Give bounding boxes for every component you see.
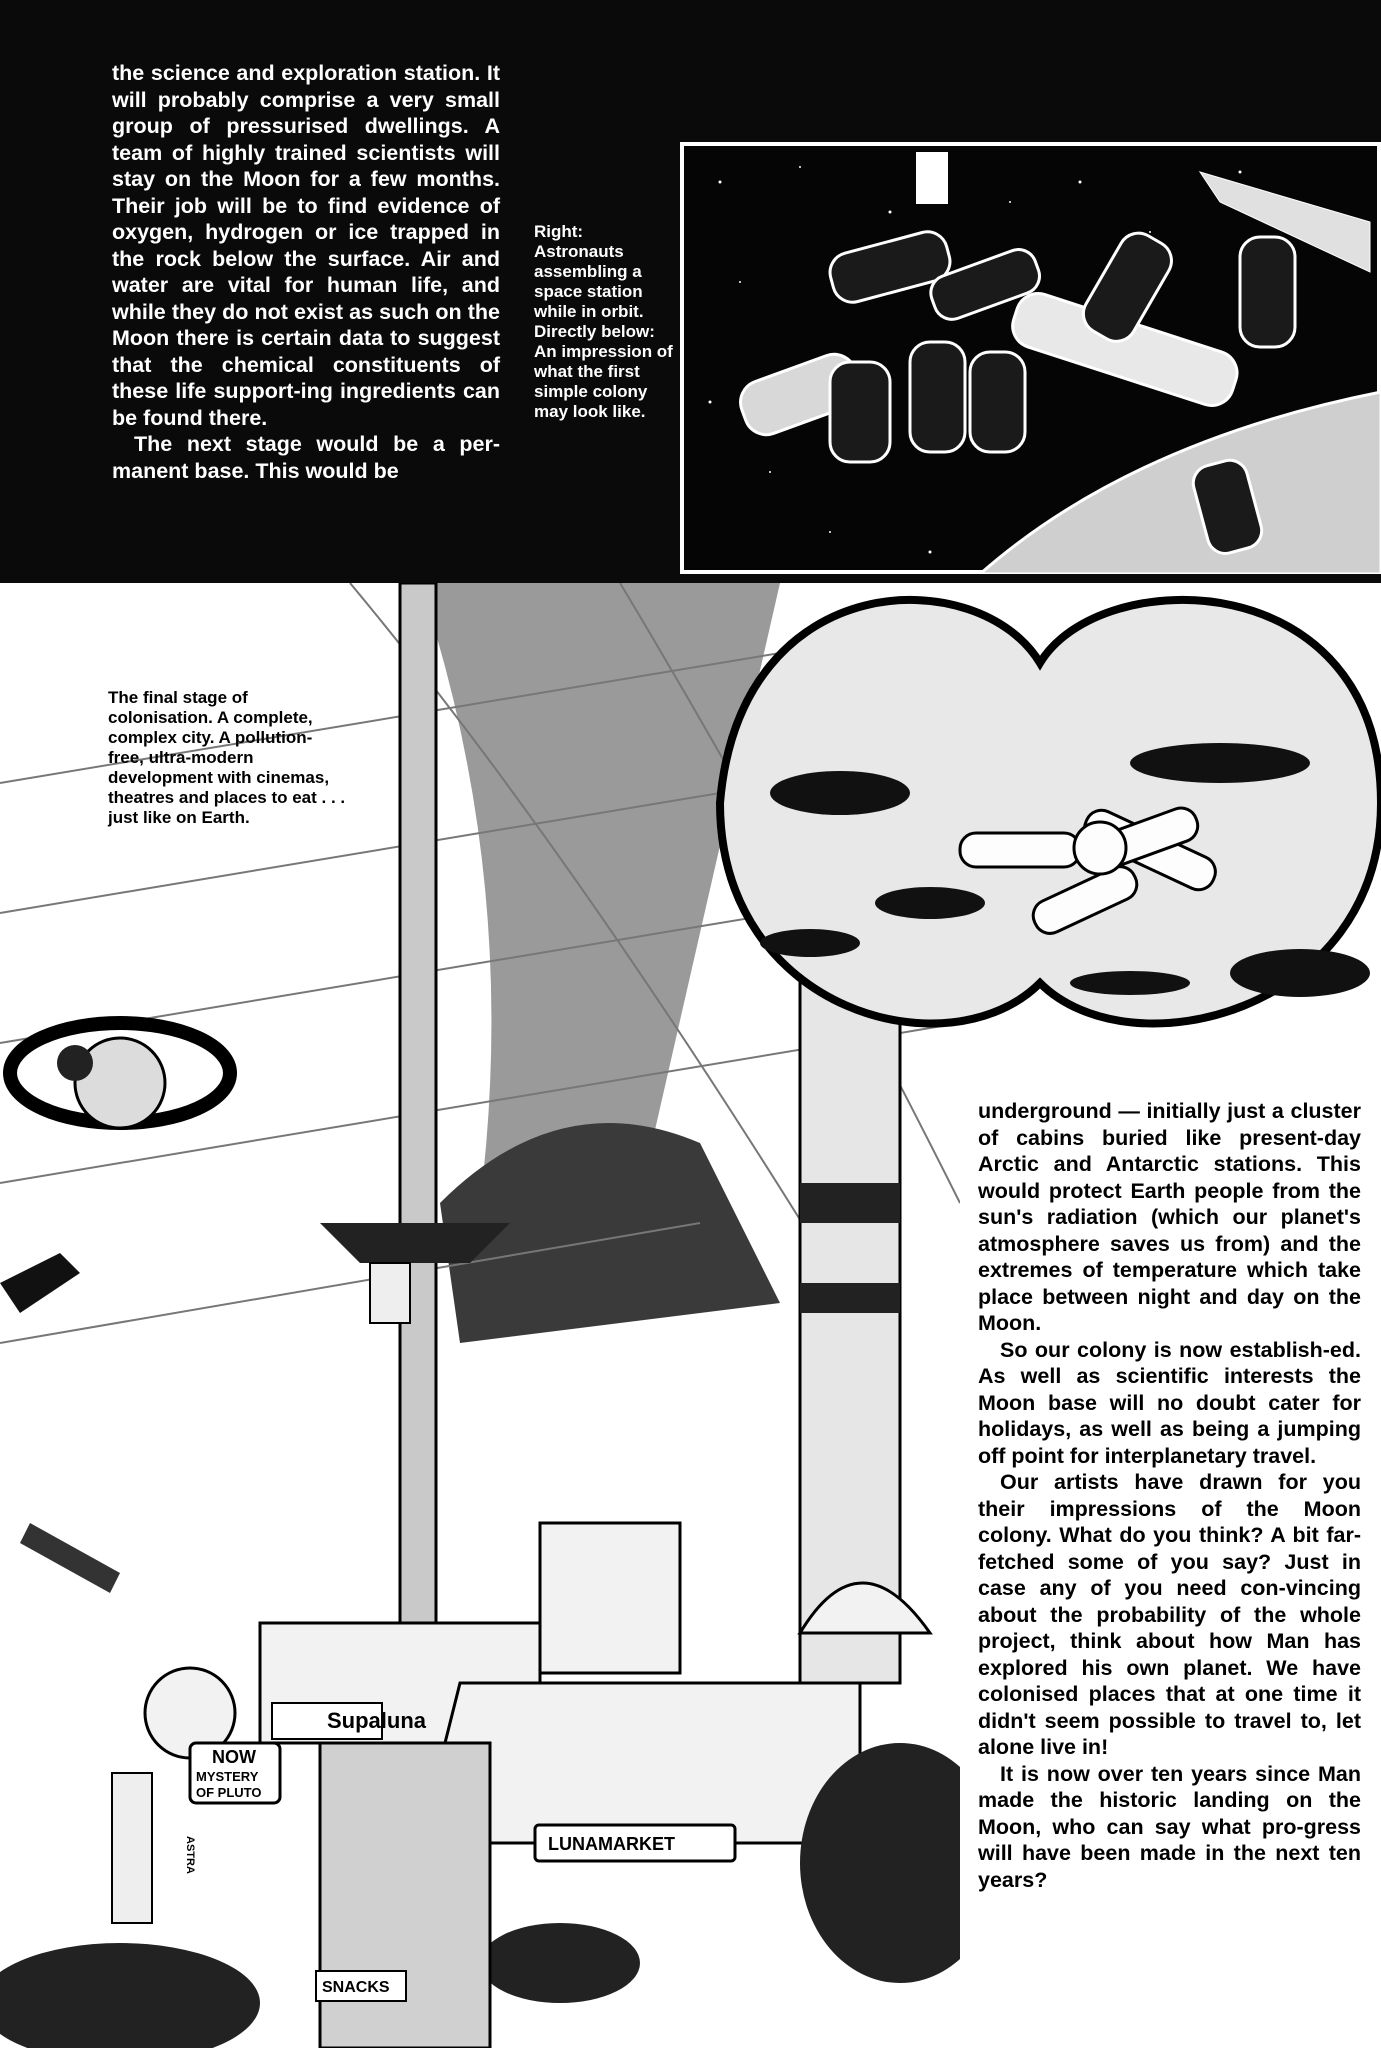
lunamarket-sign-text: LUNAMARKET	[548, 1834, 675, 1854]
right-paragraph-3: Our artists have drawn for you their impressions of the Moon colony. What do you think? A bit far-fetched some of you say? Just in case any of you need con-vincing about the probability of the whole project, think about how Man has explored his own planet. We have colonised places that at one time it didn't seem possible to travel to, let alone live in!	[978, 1470, 1361, 1759]
central-tower	[400, 583, 436, 1783]
astra-sign	[112, 1773, 152, 1923]
right-paragraph-1: underground — initially just a cluster of cabins buried like present-day Arctic and Antarctic stations. This would protect Earth people from the sun's radiation (which our planet's atmosphere saves us from) and the extremes of temperature which take place between night and day on the Moon.	[978, 1099, 1361, 1335]
pluto-sign-text: OF PLUTO	[196, 1785, 262, 1800]
mystery-sign-text: MYSTERY	[196, 1769, 259, 1784]
snacks-sign-text: SNACKS	[322, 1979, 390, 1996]
top-paragraph-1: the science and exploration station. It will probably comprise a very small group of pressurised dwellings. A team of highly trained scientists will stay on the Moon for a few months. Their job will be to find evidence of oxygen, hydrogen or ice trapped in the rock below the surface. Air and water are vital for human life, and while they do not exist as such on the Moon there is certain data to suggest that the chemical constituents of these life support-ing ingredients can be found there.	[112, 61, 500, 430]
space-station-illustration	[680, 142, 1381, 574]
right-paragraph-2: So our colony is now establish-ed. As well as scientific interests the Moon base will no doubt cater for holidays, as well as being a jumping off point for interplanetary travel.	[978, 1337, 1361, 1468]
now-sign-text: NOW	[212, 1747, 256, 1767]
top-text-column	[112, 60, 500, 484]
supaluna-sign-text: Supaluna	[327, 1708, 427, 1733]
first-colony-inset	[700, 583, 1381, 1078]
right-paragraph-4: It is now over ten years since Man made the historic landing on the Moon, who can say what pro-gress will have been made in the next ten years?	[978, 1761, 1361, 1892]
top-paragraph-2: The next stage would be a per-manent base. This would be	[112, 432, 500, 483]
caption-final-stage: The final stage of colonisation. A complete, complex city. A pollution-free, ultra-modern development with cinemas, theatres and places to eat . . . just like on Earth.	[108, 688, 346, 827]
astra-sign-text: ASTRA	[184, 1836, 196, 1874]
caption-space-station: Right: Astronauts assembling a space station while in orbit. Directly below: An impression of what the first simple colony may look like.	[534, 222, 673, 421]
right-text-column	[978, 1098, 1361, 1893]
glass-cylinder-restaurant	[320, 1743, 490, 2048]
solar-panel	[916, 152, 948, 204]
